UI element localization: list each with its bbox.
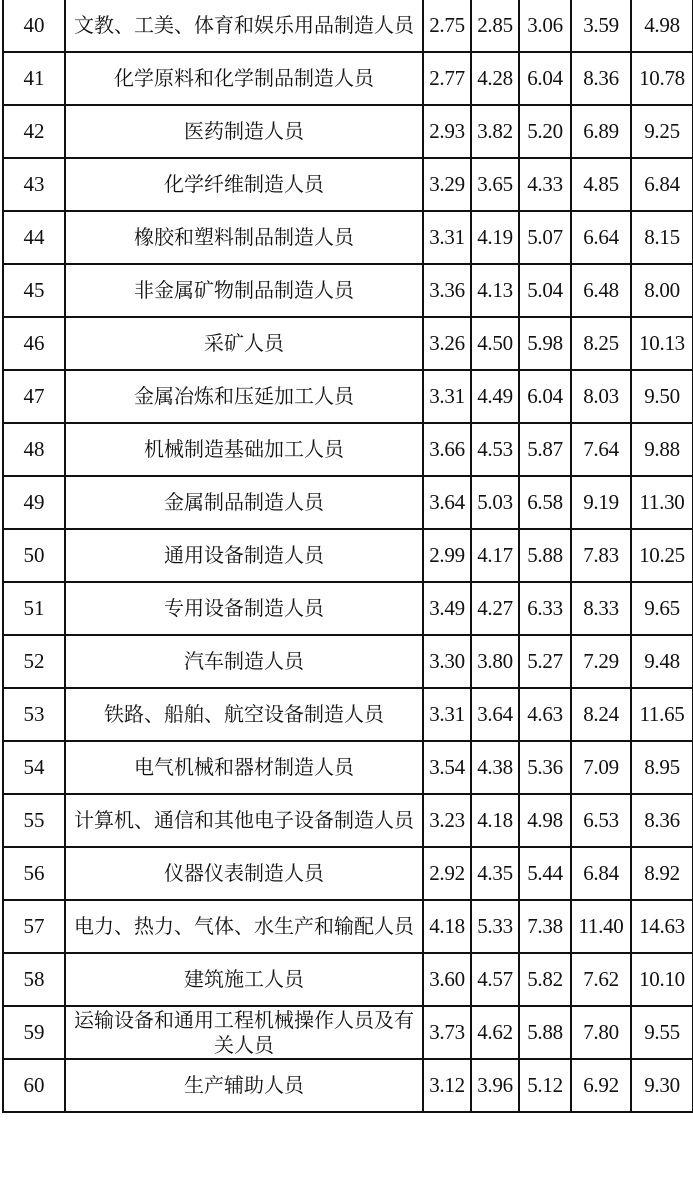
wage-value-cell: 3.64 xyxy=(423,476,471,529)
wage-value-cell: 6.58 xyxy=(519,476,571,529)
wage-value-cell: 3.26 xyxy=(423,317,471,370)
table-row xyxy=(3,794,693,847)
occupation-name-cell: 计算机、通信和其他电子设备制造人员 xyxy=(65,794,423,847)
table-row xyxy=(3,211,693,264)
wage-value-cell: 5.33 xyxy=(471,900,519,953)
wage-value-cell: 3.06 xyxy=(519,0,571,52)
wage-value-cell: 5.07 xyxy=(519,211,571,264)
wage-value-cell: 9.25 xyxy=(631,105,693,158)
row-code-cell: 40 xyxy=(3,0,65,52)
wage-value-cell: 3.49 xyxy=(423,582,471,635)
wage-value-cell: 4.53 xyxy=(471,423,519,476)
occupation-name-cell: 汽车制造人员 xyxy=(65,635,423,688)
table-row xyxy=(3,158,693,211)
wage-value-cell: 4.18 xyxy=(423,900,471,953)
table-row xyxy=(3,582,693,635)
occupation-name-cell: 通用设备制造人员 xyxy=(65,529,423,582)
wage-value-cell: 4.49 xyxy=(471,370,519,423)
table-row xyxy=(3,423,693,476)
wage-value-cell: 5.03 xyxy=(471,476,519,529)
wage-value-cell: 7.29 xyxy=(571,635,631,688)
wage-value-cell: 3.59 xyxy=(571,0,631,52)
wage-value-cell: 6.64 xyxy=(571,211,631,264)
occupation-name-cell: 采矿人员 xyxy=(65,317,423,370)
wage-value-cell: 6.04 xyxy=(519,52,571,105)
wage-value-cell: 6.48 xyxy=(571,264,631,317)
wage-value-cell: 3.31 xyxy=(423,211,471,264)
wage-value-cell: 3.31 xyxy=(423,688,471,741)
wage-value-cell: 8.95 xyxy=(631,741,693,794)
wage-value-cell: 3.23 xyxy=(423,794,471,847)
wage-value-cell: 2.93 xyxy=(423,105,471,158)
table-row xyxy=(3,52,693,105)
wage-value-cell: 10.10 xyxy=(631,953,693,1006)
row-code-cell: 42 xyxy=(3,105,65,158)
wage-value-cell: 8.36 xyxy=(631,794,693,847)
wage-value-cell: 8.36 xyxy=(571,52,631,105)
wage-value-cell: 6.84 xyxy=(571,847,631,900)
wage-value-cell: 6.92 xyxy=(571,1059,631,1112)
wage-value-cell: 4.62 xyxy=(471,1006,519,1059)
wage-value-cell: 5.36 xyxy=(519,741,571,794)
wage-value-cell: 5.82 xyxy=(519,953,571,1006)
row-code-cell: 41 xyxy=(3,52,65,105)
wage-value-cell: 4.35 xyxy=(471,847,519,900)
wage-value-cell: 9.30 xyxy=(631,1059,693,1112)
wage-value-cell: 11.30 xyxy=(631,476,693,529)
table-row xyxy=(3,900,693,953)
occupation-name-cell: 仪器仪表制造人员 xyxy=(65,847,423,900)
row-code-cell: 60 xyxy=(3,1059,65,1112)
wage-value-cell: 3.80 xyxy=(471,635,519,688)
wage-value-cell: 4.57 xyxy=(471,953,519,1006)
row-code-cell: 43 xyxy=(3,158,65,211)
wage-value-cell: 5.98 xyxy=(519,317,571,370)
row-code-cell: 50 xyxy=(3,529,65,582)
wage-value-cell: 14.63 xyxy=(631,900,693,953)
wage-value-cell: 4.38 xyxy=(471,741,519,794)
wage-value-cell: 8.00 xyxy=(631,264,693,317)
wage-value-cell: 2.75 xyxy=(423,0,471,52)
wage-value-cell: 10.25 xyxy=(631,529,693,582)
wage-value-cell: 5.44 xyxy=(519,847,571,900)
wage-value-cell: 4.98 xyxy=(519,794,571,847)
wage-value-cell: 5.12 xyxy=(519,1059,571,1112)
wage-value-cell: 3.73 xyxy=(423,1006,471,1059)
row-code-cell: 47 xyxy=(3,370,65,423)
row-code-cell: 51 xyxy=(3,582,65,635)
wage-value-cell: 4.13 xyxy=(471,264,519,317)
table-row xyxy=(3,370,693,423)
row-code-cell: 54 xyxy=(3,741,65,794)
row-code-cell: 53 xyxy=(3,688,65,741)
wage-value-cell: 4.18 xyxy=(471,794,519,847)
occupation-name-cell: 电气机械和器材制造人员 xyxy=(65,741,423,794)
wage-value-cell: 8.24 xyxy=(571,688,631,741)
table-row xyxy=(3,529,693,582)
wage-value-cell: 8.25 xyxy=(571,317,631,370)
occupation-name-cell: 专用设备制造人员 xyxy=(65,582,423,635)
wage-value-cell: 5.88 xyxy=(519,1006,571,1059)
wage-value-cell: 3.12 xyxy=(423,1059,471,1112)
row-code-cell: 59 xyxy=(3,1006,65,1059)
wage-value-cell: 4.19 xyxy=(471,211,519,264)
wage-value-cell: 3.54 xyxy=(423,741,471,794)
occupation-name-cell: 电力、热力、气体、水生产和输配人员 xyxy=(65,900,423,953)
wage-value-cell: 9.65 xyxy=(631,582,693,635)
occupation-name-cell: 医药制造人员 xyxy=(65,105,423,158)
wage-value-cell: 6.53 xyxy=(571,794,631,847)
wage-value-cell: 8.92 xyxy=(631,847,693,900)
wage-value-cell: 10.78 xyxy=(631,52,693,105)
table-row xyxy=(3,953,693,1006)
occupation-name-cell: 运输设备和通用工程机械操作人员及有关人员 xyxy=(65,1006,423,1059)
occupation-name-cell: 金属制品制造人员 xyxy=(65,476,423,529)
wage-value-cell: 5.87 xyxy=(519,423,571,476)
row-code-cell: 44 xyxy=(3,211,65,264)
row-code-cell: 57 xyxy=(3,900,65,953)
wage-value-cell: 7.80 xyxy=(571,1006,631,1059)
table-row xyxy=(3,1059,693,1112)
occupation-name-cell: 文教、工美、体育和娱乐用品制造人员 xyxy=(65,0,423,52)
wage-value-cell: 5.20 xyxy=(519,105,571,158)
row-code-cell: 49 xyxy=(3,476,65,529)
wage-value-cell: 3.60 xyxy=(423,953,471,1006)
wage-value-cell: 4.63 xyxy=(519,688,571,741)
table-row xyxy=(3,0,693,52)
wage-value-cell: 4.17 xyxy=(471,529,519,582)
occupation-name-cell: 非金属矿物制品制造人员 xyxy=(65,264,423,317)
wage-value-cell: 10.13 xyxy=(631,317,693,370)
wage-value-cell: 9.48 xyxy=(631,635,693,688)
wage-value-cell: 3.82 xyxy=(471,105,519,158)
wage-value-cell: 3.31 xyxy=(423,370,471,423)
wage-value-cell: 7.83 xyxy=(571,529,631,582)
wage-value-cell: 9.50 xyxy=(631,370,693,423)
table-row xyxy=(3,1006,693,1059)
wage-value-cell: 4.50 xyxy=(471,317,519,370)
wage-value-cell: 11.40 xyxy=(571,900,631,953)
wage-value-cell: 4.33 xyxy=(519,158,571,211)
occupation-name-cell: 铁路、船舶、航空设备制造人员 xyxy=(65,688,423,741)
occupation-name-cell: 建筑施工人员 xyxy=(65,953,423,1006)
wage-value-cell: 3.96 xyxy=(471,1059,519,1112)
wage-value-cell: 2.92 xyxy=(423,847,471,900)
wage-value-cell: 3.30 xyxy=(423,635,471,688)
wage-value-cell: 7.38 xyxy=(519,900,571,953)
wage-value-cell: 5.88 xyxy=(519,529,571,582)
wage-value-cell: 4.27 xyxy=(471,582,519,635)
wage-value-cell: 3.29 xyxy=(423,158,471,211)
wage-value-cell: 6.84 xyxy=(631,158,693,211)
table-row xyxy=(3,105,693,158)
wage-value-cell: 2.85 xyxy=(471,0,519,52)
wage-value-cell: 4.85 xyxy=(571,158,631,211)
wage-value-cell: 9.88 xyxy=(631,423,693,476)
wage-value-cell: 4.98 xyxy=(631,0,693,52)
table-row xyxy=(3,317,693,370)
wage-value-cell: 5.04 xyxy=(519,264,571,317)
occupation-name-cell: 化学原料和化学制品制造人员 xyxy=(65,52,423,105)
occupation-name-cell: 生产辅助人员 xyxy=(65,1059,423,1112)
wage-value-cell: 7.62 xyxy=(571,953,631,1006)
wage-value-cell: 3.66 xyxy=(423,423,471,476)
wage-value-cell: 3.36 xyxy=(423,264,471,317)
wage-value-cell: 5.27 xyxy=(519,635,571,688)
row-code-cell: 58 xyxy=(3,953,65,1006)
row-code-cell: 55 xyxy=(3,794,65,847)
table-row xyxy=(3,476,693,529)
wage-value-cell: 4.28 xyxy=(471,52,519,105)
wage-value-cell: 9.19 xyxy=(571,476,631,529)
wage-value-cell: 3.64 xyxy=(471,688,519,741)
wage-value-cell: 2.77 xyxy=(423,52,471,105)
row-code-cell: 56 xyxy=(3,847,65,900)
table-body xyxy=(3,0,693,1112)
wage-value-cell: 6.89 xyxy=(571,105,631,158)
table-row xyxy=(3,847,693,900)
row-code-cell: 52 xyxy=(3,635,65,688)
table-row xyxy=(3,688,693,741)
occupation-name-cell: 化学纤维制造人员 xyxy=(65,158,423,211)
wage-value-cell: 8.03 xyxy=(571,370,631,423)
row-code-cell: 48 xyxy=(3,423,65,476)
table-row xyxy=(3,635,693,688)
wage-value-cell: 8.33 xyxy=(571,582,631,635)
wage-value-cell: 7.09 xyxy=(571,741,631,794)
occupation-name-cell: 机械制造基础加工人员 xyxy=(65,423,423,476)
wage-value-cell: 2.99 xyxy=(423,529,471,582)
table-row xyxy=(3,741,693,794)
occupation-wage-table xyxy=(2,0,693,1113)
occupation-name-cell: 橡胶和塑料制品制造人员 xyxy=(65,211,423,264)
wage-value-cell: 8.15 xyxy=(631,211,693,264)
row-code-cell: 45 xyxy=(3,264,65,317)
wage-value-cell: 9.55 xyxy=(631,1006,693,1059)
wage-value-cell: 11.65 xyxy=(631,688,693,741)
wage-value-cell: 6.04 xyxy=(519,370,571,423)
table-row xyxy=(3,264,693,317)
wage-value-cell: 7.64 xyxy=(571,423,631,476)
wage-value-cell: 3.65 xyxy=(471,158,519,211)
row-code-cell: 46 xyxy=(3,317,65,370)
occupation-name-cell: 金属冶炼和压延加工人员 xyxy=(65,370,423,423)
wage-value-cell: 6.33 xyxy=(519,582,571,635)
